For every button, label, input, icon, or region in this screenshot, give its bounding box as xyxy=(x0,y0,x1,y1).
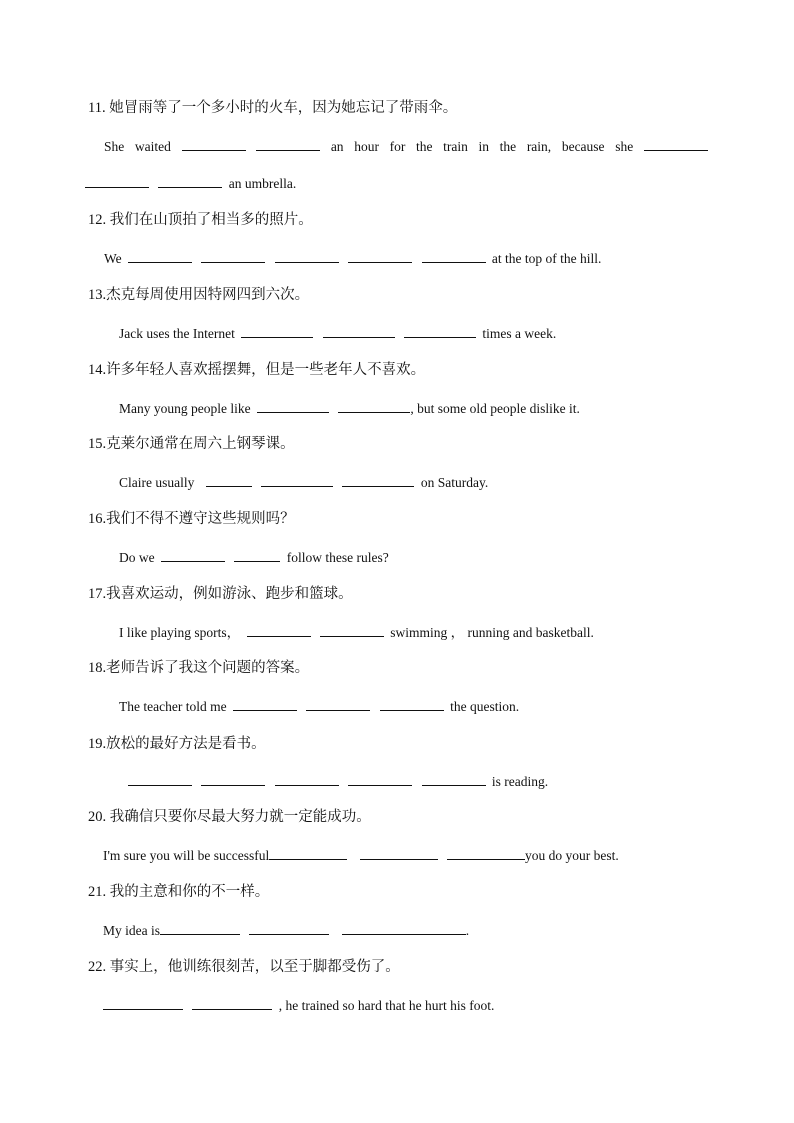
sentence-text: the xyxy=(499,139,517,154)
question-15 xyxy=(88,435,295,453)
question-20 xyxy=(88,808,371,826)
blank-field[interactable] xyxy=(380,697,444,711)
question-14 xyxy=(88,361,425,379)
question-prompt-zh: 克莱尔通常在周六上钢琴课。 xyxy=(106,436,295,452)
question-prompt-zh: 老师告诉了我这个问题的答案。 xyxy=(106,660,310,676)
sentence-text: because xyxy=(561,139,605,154)
question-prompt-zh: 我确信只要你尽最大努力就一定能成功。 xyxy=(109,809,371,825)
question-number: 16. xyxy=(88,511,107,527)
blank-field[interactable] xyxy=(247,623,311,637)
answer-line-13 xyxy=(119,324,556,343)
question-number: 19. xyxy=(88,736,107,752)
blank-field[interactable] xyxy=(422,772,486,786)
question-22 xyxy=(88,958,400,976)
question-number: 13. xyxy=(88,287,107,303)
blank-field[interactable] xyxy=(323,324,395,338)
sentence-text: train xyxy=(443,139,468,154)
answer-line-19 xyxy=(125,772,548,791)
blank-field[interactable] xyxy=(269,846,347,860)
answer-line-17 xyxy=(119,623,594,642)
blank-field[interactable] xyxy=(158,174,222,188)
blank-field[interactable] xyxy=(360,846,438,860)
blank-field[interactable] xyxy=(348,249,412,263)
sentence-text: you do your best. xyxy=(525,848,619,863)
sentence-text: she xyxy=(615,139,634,154)
blank-field[interactable] xyxy=(128,772,192,786)
question-number: 12. xyxy=(88,212,107,228)
answer-line-11a xyxy=(104,137,708,156)
question-prompt-zh: 许多年轻人喜欢摇摆舞，但是一些老年人不喜欢。 xyxy=(106,362,426,378)
question-17 xyxy=(88,585,353,603)
sentence-text: is reading. xyxy=(491,774,549,789)
question-number: 21. xyxy=(88,884,107,900)
blank-field[interactable] xyxy=(182,137,246,151)
answer-line-14 xyxy=(119,399,580,418)
sentence-text: swimming ， xyxy=(390,625,465,640)
sentence-text: Do we xyxy=(119,550,155,565)
blank-field[interactable] xyxy=(644,137,708,151)
sentence-text: times a week. xyxy=(482,326,557,341)
question-16 xyxy=(88,510,295,528)
question-number: 15. xyxy=(88,436,107,452)
question-13 xyxy=(88,286,309,304)
sentence-text: My idea is xyxy=(103,923,160,938)
sentence-text: an umbrella. xyxy=(228,176,297,191)
blank-field[interactable] xyxy=(201,249,265,263)
question-prompt-zh: 我们在山顶拍了相当多的照片。 xyxy=(109,212,313,228)
question-number: 14. xyxy=(88,362,107,378)
blank-field[interactable] xyxy=(342,921,466,935)
sentence-text: follow these rules? xyxy=(286,550,389,565)
sentence-text: . xyxy=(465,923,470,938)
question-prompt-zh: 杰克每周使用因特网四到六次。 xyxy=(106,287,310,303)
blank-field[interactable] xyxy=(201,772,265,786)
answer-line-22 xyxy=(103,996,494,1015)
blank-field[interactable] xyxy=(249,921,329,935)
question-prompt-zh: 她冒雨等了一个多小时的火车，因为她忘记了带雨伞。 xyxy=(109,100,458,116)
question-prompt-zh: 放松的最好方法是看书。 xyxy=(106,736,266,752)
blank-field[interactable] xyxy=(342,473,414,487)
question-18 xyxy=(88,659,309,677)
sentence-text: an xyxy=(330,139,344,154)
blank-field[interactable] xyxy=(275,249,339,263)
question-prompt-zh: 我的主意和你的不一样。 xyxy=(109,884,270,900)
sentence-text: Jack uses the Internet xyxy=(119,326,235,341)
question-prompt-zh: 我喜欢运动，例如游泳、跑步和篮球。 xyxy=(106,586,353,602)
blank-field[interactable] xyxy=(206,473,252,487)
sentence-text: She xyxy=(104,139,125,154)
sentence-text: I'm sure you will be successful xyxy=(103,848,270,863)
question-number: 18. xyxy=(88,660,107,676)
sentence-text: rain, xyxy=(526,139,552,154)
blank-field[interactable] xyxy=(241,324,313,338)
blank-field[interactable] xyxy=(422,249,486,263)
sentence-text: I like playing sports， xyxy=(119,625,241,640)
blank-field[interactable] xyxy=(447,846,525,860)
answer-line-11b xyxy=(85,174,296,193)
blank-field[interactable] xyxy=(348,772,412,786)
blank-field[interactable] xyxy=(160,921,240,935)
sentence-text: in xyxy=(478,139,490,154)
question-prompt-zh: 我们不得不遵守这些规则吗？ xyxy=(106,511,295,527)
blank-field[interactable] xyxy=(128,249,192,263)
sentence-text: running and basketball. xyxy=(467,625,594,640)
sentence-text: , he trained so hard that he hurt his foot. xyxy=(278,998,495,1013)
blank-field[interactable] xyxy=(256,137,320,151)
question-19 xyxy=(88,735,266,753)
blank-field[interactable] xyxy=(404,324,476,338)
blank-field[interactable] xyxy=(275,772,339,786)
sentence-text: hour xyxy=(354,139,379,154)
question-number: 20. xyxy=(88,809,107,825)
blank-field[interactable] xyxy=(85,174,149,188)
question-12 xyxy=(88,211,313,229)
question-11 xyxy=(88,99,457,117)
sentence-text: Many young people like xyxy=(119,401,251,416)
blank-field[interactable] xyxy=(338,399,410,413)
sentence-text: the question. xyxy=(450,699,520,714)
question-number: 11. xyxy=(88,100,106,116)
answer-line-20 xyxy=(103,846,619,865)
answer-line-18 xyxy=(119,697,519,716)
sentence-text: Claire usually xyxy=(119,475,195,490)
sentence-text: for xyxy=(389,139,406,154)
sentence-text: , but some old people dislike it. xyxy=(410,401,580,416)
blank-field[interactable] xyxy=(234,548,280,562)
sentence-text: We xyxy=(104,251,122,266)
blank-field[interactable] xyxy=(261,473,333,487)
sentence-text: The teacher told me xyxy=(119,699,227,714)
question-prompt-zh: 事实上，他训练很刻苦，以至于脚都受伤了。 xyxy=(109,959,400,975)
blank-field[interactable] xyxy=(192,996,272,1010)
question-21 xyxy=(88,883,269,901)
answer-line-12 xyxy=(104,249,601,268)
blank-field[interactable] xyxy=(233,697,297,711)
sentence-text: on Saturday. xyxy=(420,475,489,490)
answer-line-21 xyxy=(103,921,469,940)
sentence-text: the xyxy=(415,139,433,154)
blank-field[interactable] xyxy=(320,623,384,637)
sentence-text: waited xyxy=(134,139,171,154)
answer-line-16 xyxy=(119,548,389,567)
blank-field[interactable] xyxy=(103,996,183,1010)
blank-field[interactable] xyxy=(306,697,370,711)
blank-field[interactable] xyxy=(257,399,329,413)
blank-field[interactable] xyxy=(161,548,225,562)
sentence-text: at the top of the hill. xyxy=(491,251,602,266)
question-number: 22. xyxy=(88,959,107,975)
answer-line-15 xyxy=(119,473,488,492)
question-number: 17. xyxy=(88,586,107,602)
